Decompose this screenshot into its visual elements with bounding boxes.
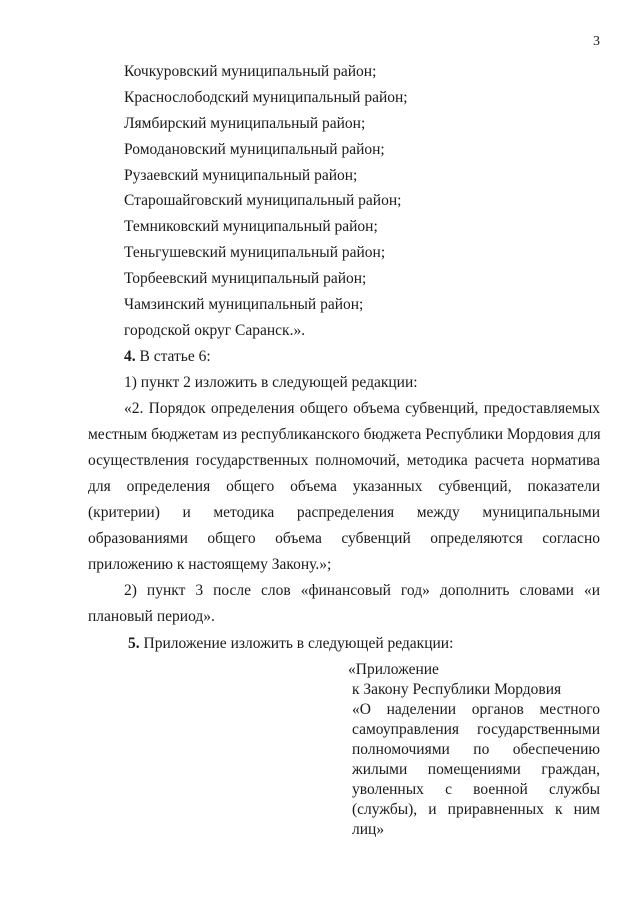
district-item: Теньгушевский муниципальный район; bbox=[124, 244, 386, 261]
item-5-heading bbox=[128, 634, 453, 654]
item-4-subpoint-2: 2) пункт 3 после слов «финансовый год» дополнить словами «и bbox=[124, 582, 600, 599]
item-5-number: 5. bbox=[128, 635, 140, 652]
district-item: Лямбирский муниципальный район; bbox=[124, 115, 366, 132]
item-5-text: Приложение изложить в следующей редакции: bbox=[139, 635, 454, 652]
item-4-heading bbox=[124, 347, 211, 367]
appendix-law-ref: к Закону Республики Мордовия bbox=[352, 681, 562, 698]
appendix-heading: «Приложение bbox=[348, 661, 439, 678]
item-4-subpoint-2-cont: плановый период». bbox=[88, 608, 215, 625]
appendix-title-line: (службы), и приравненных к ним bbox=[352, 801, 600, 818]
district-item: Темниковский муниципальный район; bbox=[124, 218, 378, 235]
quote-line: приложению к настоящему Закону.»; bbox=[88, 556, 332, 573]
item-4-number: 4. bbox=[124, 348, 136, 365]
quote-line: (критерии) и методика распределения между муниципальными bbox=[88, 504, 600, 521]
appendix-title-line: лиц» bbox=[352, 821, 385, 838]
appendix-title-line: полномочиями по обеспечению bbox=[352, 741, 600, 758]
quote-line: осуществления государственных полномочий, методика расчета норматива bbox=[88, 452, 600, 469]
district-item: Рузаевский муниципальный район; bbox=[124, 167, 358, 184]
district-item: Кочкуровский муниципальный район; bbox=[124, 63, 377, 80]
quote-line: для определения общего объема указанных субвенций, показатели bbox=[88, 478, 600, 495]
district-item: городской округ Саранск.». bbox=[124, 322, 306, 339]
item-4-subpoint-1: 1) пункт 2 изложить в следующей редакции: bbox=[124, 374, 418, 391]
page-number: 3 bbox=[593, 34, 600, 49]
district-item: Чамзинский муниципальный район; bbox=[124, 296, 364, 313]
district-item: Краснослободский муниципальный район; bbox=[124, 89, 408, 106]
quote-line: образованиями общего объема субвенций определяются согласно bbox=[88, 530, 600, 547]
quote-line: местным бюджетам из республиканского бюджета Республики Мордовия для bbox=[88, 426, 601, 443]
appendix-title-line: жилыми помещениями граждан, bbox=[352, 761, 600, 778]
district-item: Торбеевский муниципальный район; bbox=[124, 270, 367, 287]
quote-line: «2. Порядок определения общего объема субвенций, предоставляемых bbox=[124, 400, 600, 417]
district-item: Старошайговский муниципальный район; bbox=[124, 192, 402, 209]
district-item: Ромодановский муниципальный район; bbox=[124, 141, 385, 158]
appendix-title-line: уволенных с военной службы bbox=[352, 781, 600, 798]
appendix-title-line: самоуправления государственными bbox=[352, 721, 600, 738]
item-4-text: В статье 6: bbox=[135, 348, 211, 365]
appendix-title-line: «О наделении органов местного bbox=[352, 701, 600, 718]
